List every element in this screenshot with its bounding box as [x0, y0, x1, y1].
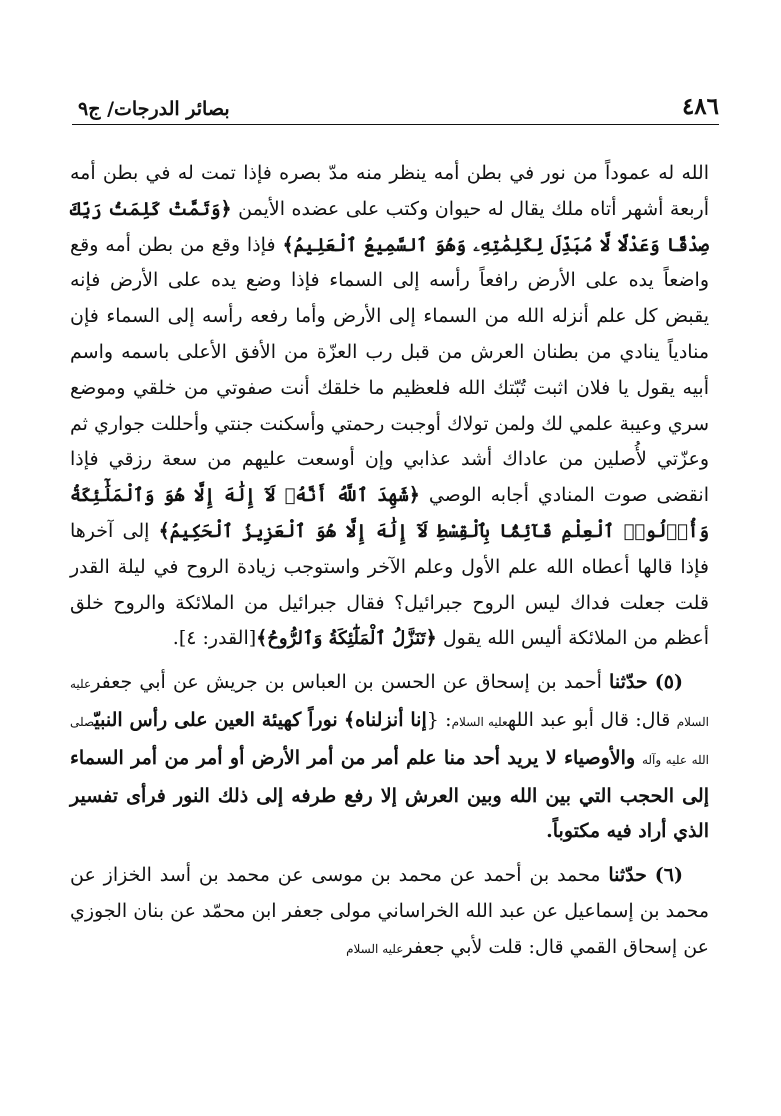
verse-reference: [القدر: ٤]. [172, 627, 257, 650]
narration-opening: حدّثنا [608, 864, 647, 887]
text-segment: الله له عموداً من نور في بطن أمه ينظر منه مدّ بصره فإذا تمت له في بطن أمه أربعة أشهر أتاه ملك يقال له حيوان وكتب على عضده الأيمن [70, 162, 709, 220]
quran-verse: تَنَزَّلُ ٱلْمَلَٰٓئِكَةُ وَٱلرُّوحُ [267, 628, 426, 650]
honorific-symbol: عليه السلام [346, 941, 404, 956]
text-segment: محمد بن أحمد عن محمد بن موسى عن محمد بن أسد الخزاز عن محمد بن إسماعيل عن عبد الله الخراساني مولى جعفر ابن محمّد عن بنان الجوزي عن إسحاق القمي قال: قلت لأبي جعفر [70, 864, 709, 958]
emphasized-text: والأوصياء لا يريد أحد منا علم أمر من أمر الأرض أو أمر من أمر السماء إلى الحجب التي بين الله وبين العرش إلا رفع طرفه إلى ذلك النور فرأى تفسير الذي أراد فيه مكتوباً. [70, 746, 709, 843]
quran-bracket-close: ﴾ [344, 708, 356, 731]
quran-bracket-open: ﴿ [425, 627, 437, 650]
emphasized-text: إنا أنزلناه [355, 708, 427, 731]
quran-bracket-open: ﴿ [220, 197, 232, 220]
honorific-symbol: صلى الله عليه وآله [70, 714, 709, 767]
text-segment: إلى آخرها فإذا قالها أعطاه الله علم الأول وعلم الآخر واستوجب زيادة الروح في ليلة القدر قلت جعلت فداك ليس الروح جبرائيل؟ فقال جبرائيل من الملائكة والروح خلق أعظم من الملائكة أليس الله يقول [70, 519, 709, 650]
hadith-number: (٦) [654, 864, 683, 887]
quran-bracket-open: ﴿ [408, 484, 420, 507]
page-number: ٤٨٦ [681, 93, 719, 120]
text-segment: أحمد بن إسحاق عن الحسن بن العباس بن جريش عن أبي جعفر [91, 671, 602, 694]
text-segment: : { [426, 708, 452, 731]
hadith-5 [70, 665, 709, 850]
text-segment: فإذا وقع من بطن أمه وقع واضعاً يده على الأرض رافعاً رأسه إلى السماء فإذا وضع يده على الأرض فإنه يقبض كل علم أنزله الله من السماء إلى الأرض وأما رفعه رأسه إلى السماء فإن منادياً ينادي من بطنان العرش من قبل رب العزّة من الأفق الأعلى باسمه واسم أبيه يقول يا فلان اثبت تُبّتك الله فلعظيم ما خلقك أنت صفوتي من خلقي وموضع سري وعيبة علمي لك ولمن تولاك أوجبت رحمتي وأسكنت جنتي وأحللت جواري ثم وعزّتي لأُصلين من عاداك أشد عذابي وإن أوسعت عليهم من سعة رزقي فإذا انقضى صوت المنادي أجابه الوصي [70, 233, 709, 507]
running-title: بصائر الدرجات/ ج٩ [78, 98, 230, 120]
quran-bracket-close: ﴾ [282, 233, 294, 256]
quran-bracket-close: ﴾ [256, 627, 268, 650]
text-segment: قال: قال أبو عبد الله [507, 708, 671, 731]
main-text [70, 156, 709, 968]
hadith-6 [70, 858, 709, 967]
page-header [78, 86, 719, 120]
quran-verse: شَهِدَ ٱللَّهُ أَنَّهُۥ لَآ إِلَٰهَ إِلَّا هُوَ وَٱلْمَلَٰٓئِكَةُ وَأُو۟لُوا۟ ٱلْعِلْمِ قَآئِمًۢا بِٱلْقِسْطِ لَآ إِلَٰهَ إِلَّا هُوَ ٱلْعَزِيزُ ٱلْحَكِيمُ [70, 485, 709, 542]
quran-bracket-close: ﴾ [158, 519, 170, 542]
paragraph-continuation [70, 156, 709, 657]
emphasized-text: نوراً كهيئة العين على رأس النبيّ [94, 708, 338, 731]
header-divider [72, 124, 719, 125]
honorific-symbol: عليه السلام [70, 677, 709, 729]
quran-verse: وَتَمَّتْ كَلِمَتُ رَبِّكَ صِدْقًا وَعَدْلًا لَّا مُبَدِّلَ لِكَلِمَٰتِهِۦ وَهُوَ ٱلسَّمِيعُ ٱلْعَلِيمُ [70, 198, 709, 256]
narration-opening: حدّثنا [609, 671, 648, 694]
honorific-symbol: عليه السلام [451, 714, 508, 729]
hadith-number: (٥) [654, 671, 683, 694]
